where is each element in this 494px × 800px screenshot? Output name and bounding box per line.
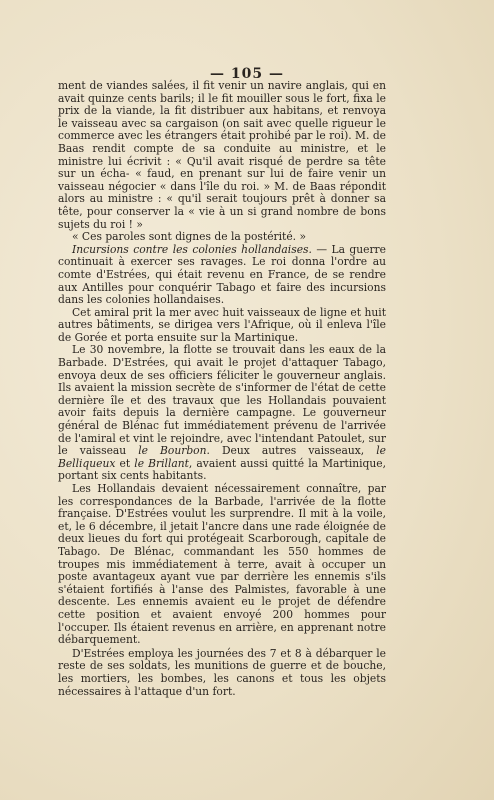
section-heading: Incursions contre les colonies hollandaises. xyxy=(72,242,312,256)
incursions-text: — La guerre continuait à exercer ses ravages. Le roi donna l'ordre au comte d'Estrées, qui était revenu en France, de se rendre aux Antilles pour conquérir Tabago et faire des incursions dans les colonies hollandaises. xyxy=(58,242,386,307)
paragraph-debarquement: D'Estrées employa les journées des 7 et 8 à débarquer le reste de ses soldats, les munitions de guerre et de bouche, les mortiers, les bombes, les canons et tous les objets nécessaires à l'attaque d'un fort. xyxy=(58,646,386,698)
page-body xyxy=(58,80,386,698)
paragraph-incursions xyxy=(58,244,386,307)
ship-bourbon: le Bourbon xyxy=(138,444,207,458)
paragraph-amiral: Cet amiral prit la mer avec huit vaisseaux de ligne et huit autres bâtiments, se dirigea vers l'Afrique, où il enleva l'île de Gorée et porta ensuite sur la Martinique. xyxy=(58,305,386,344)
paragraph-30-novembre-text: Le 30 novembre, la flotte se trouvait dans les eaux de la Barbade. D'Estrées, qui avait le projet d'attaquer Tabago, envoya deux de ses officiers féliciter le gouverneur anglais. Ils avaient la mission secrète de s'informer de l'état de cette dernière île et des travaux que les Hollandais pouvaient avoir faits depuis la dernière campagne. Le gouverneur général de Blénac fut immédiatement prévenu de l'arrivée de l'amiral et vint le rejoindre, avec l'intendant Patoulet, sur le vaisseau xyxy=(58,343,386,458)
ships-between: . Deux autres vaisseaux, xyxy=(206,444,365,458)
ships-and: et xyxy=(119,456,131,470)
paragraph-baas: ment de viandes salées, il fit venir un navire anglais, qui en avait quinze cents barils; il le fit mouiller sous le fort, fixa le prix de la viande, la fit distribuer aux habitans, et renvoya le vaisseau avec sa cargaison (on sait avec quelle rigueur le commerce avec les étrangers était prohibé par le roi). M. de Baas rendit compte de sa conduite au ministre, et le ministre lui écrivit : « Qu'il avait risqué de perdre sa tête sur un écha- « faud, en prenant sur lui de faire venir un vaisseau négocier « dans l'île du roi. » M. de Baas répondit alors au ministre : « qu'il serait toujours prêt à donner sa tête, pour conserver la « vie à un si grand nombre de bons sujets du roi ! » xyxy=(58,79,386,231)
page-number: — 105 — xyxy=(210,66,284,82)
ship-belliqueux: le Belliqueux xyxy=(58,444,386,470)
paragraph-30-novembre xyxy=(58,344,386,483)
ships-after: , avaient aussi quitté la Martinique, portant six cents habitants. xyxy=(58,456,386,483)
paragraph-quote: « Ces paroles sont dignes de la postérité. » xyxy=(72,230,306,244)
paragraph-hollandais: Les Hollandais devaient nécessairement connaître, par les correspondances de la Barbade, l'arrivée de la flotte française. D'Estrées voulut les surprendre. Il mit à la voile, et, le 6 décembre, il jetait l'ancre dans une rade éloignée de deux lieues du fort qui protégeait Scarborough, capitale de Tabago. De Blénac, commandant les 550 hommes de troupes mis immédiatement à terre, avait à occuper un poste avantageux ayant vue par derrière les ennemis s'ils s'étaient fortifiés à l'anse des Palmistes, favorable à une descente. Les ennemis avaient eu le projet de défendre cette position et avaient envoyé 200 hommes pour l'occuper. Ils étaient revenus en arrière, en apprenant notre débarquement. xyxy=(58,482,386,647)
ship-brillant: le Brillant xyxy=(134,456,189,470)
